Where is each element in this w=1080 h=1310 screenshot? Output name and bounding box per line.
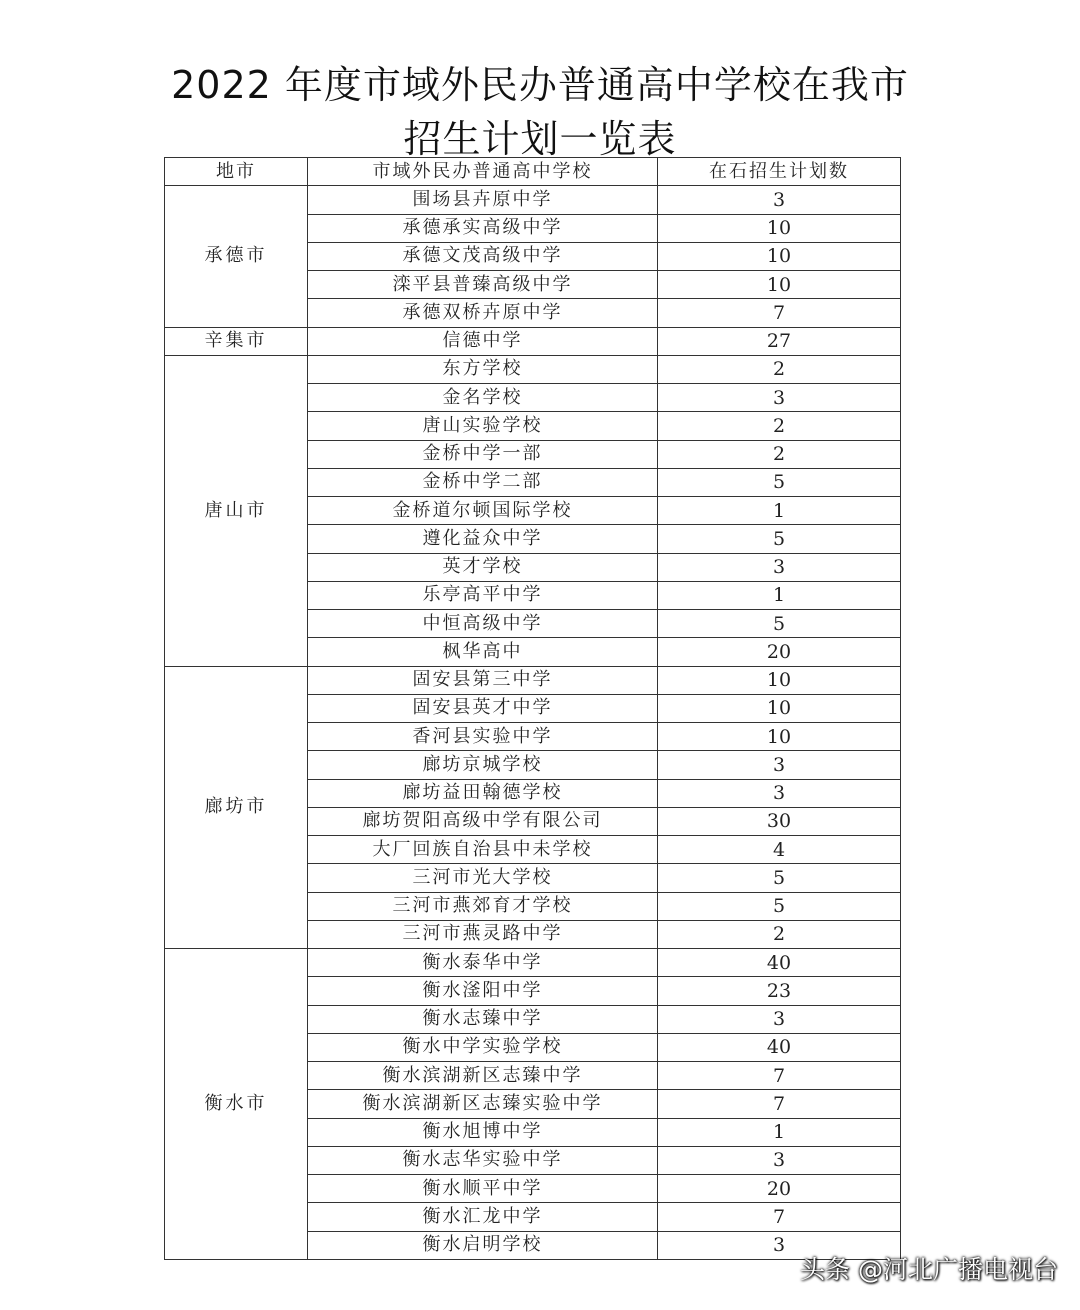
school-name-cell: 三河市燕灵路中学 — [308, 920, 658, 948]
school-name-cell: 三河市光大学校 — [308, 864, 658, 892]
school-name-cell: 信德中学 — [308, 327, 658, 355]
school-name-cell: 围场县卉原中学 — [308, 186, 658, 214]
school-name-cell: 唐山实验学校 — [308, 412, 658, 440]
table-row — [165, 355, 901, 383]
school-name-cell: 遵化益众中学 — [308, 525, 658, 553]
school-name-cell: 廊坊益田翰德学校 — [308, 779, 658, 807]
school-name-cell: 廊坊京城学校 — [308, 751, 658, 779]
source-watermark: 头条 @河北广播电视台 — [800, 1255, 1058, 1284]
enrollment-plan-table — [164, 157, 901, 1260]
header-school: 市域外民办普通高中学校 — [308, 158, 658, 186]
plan-count-cell: 3 — [658, 186, 901, 214]
plan-count-cell: 40 — [658, 1033, 901, 1061]
plan-count-cell: 3 — [658, 779, 901, 807]
plan-count-cell: 3 — [658, 1005, 901, 1033]
school-name-cell: 承德文茂高级中学 — [308, 242, 658, 270]
table-header-row — [165, 158, 901, 186]
school-name-cell: 衡水泰华中学 — [308, 949, 658, 977]
plan-count-cell: 30 — [658, 807, 901, 835]
school-name-cell: 大厂回族自治县中未学校 — [308, 836, 658, 864]
school-name-cell: 衡水滨湖新区志臻实验中学 — [308, 1090, 658, 1118]
school-name-cell: 滦平县普臻高级中学 — [308, 271, 658, 299]
plan-count-cell: 2 — [658, 355, 901, 383]
school-name-cell: 衡水启明学校 — [308, 1231, 658, 1259]
city-cell: 衡水市 — [165, 949, 308, 1260]
school-name-cell: 金名学校 — [308, 384, 658, 412]
header-count: 在石招生计划数 — [658, 158, 901, 186]
plan-count-cell: 27 — [658, 327, 901, 355]
plan-count-cell: 2 — [658, 920, 901, 948]
school-name-cell: 乐亭高平中学 — [308, 581, 658, 609]
school-name-cell: 承德双桥卉原中学 — [308, 299, 658, 327]
school-name-cell: 东方学校 — [308, 355, 658, 383]
school-name-cell: 衡水顺平中学 — [308, 1175, 658, 1203]
plan-count-cell: 5 — [658, 864, 901, 892]
header-city: 地市 — [165, 158, 308, 186]
table-row — [165, 327, 901, 355]
document-title-line-2: 招生计划一览表 — [403, 117, 677, 161]
school-name-cell: 香河县实验中学 — [308, 723, 658, 751]
school-name-cell: 衡水旭博中学 — [308, 1118, 658, 1146]
table-row — [165, 949, 901, 977]
plan-count-cell: 4 — [658, 836, 901, 864]
city-cell: 承德市 — [165, 186, 308, 327]
plan-count-cell: 3 — [658, 553, 901, 581]
plan-count-cell: 10 — [658, 242, 901, 270]
plan-count-cell: 5 — [658, 610, 901, 638]
city-cell: 唐山市 — [165, 355, 308, 666]
school-name-cell: 承德承实高级中学 — [308, 214, 658, 242]
plan-count-cell: 10 — [658, 723, 901, 751]
city-cell: 廊坊市 — [165, 666, 308, 949]
plan-count-cell: 1 — [658, 1118, 901, 1146]
table-row — [165, 666, 901, 694]
document-title-line-1: 2022 年度市域外民办普通高中学校在我市 — [171, 63, 909, 107]
table-body — [165, 186, 901, 1260]
plan-count-cell: 5 — [658, 468, 901, 496]
school-name-cell: 衡水滨湖新区志臻中学 — [308, 1062, 658, 1090]
school-name-cell: 固安县英才中学 — [308, 694, 658, 722]
school-name-cell: 衡水滏阳中学 — [308, 977, 658, 1005]
plan-count-cell: 3 — [658, 1146, 901, 1174]
plan-count-cell: 3 — [658, 751, 901, 779]
school-name-cell: 中恒高级中学 — [308, 610, 658, 638]
school-name-cell: 衡水志华实验中学 — [308, 1146, 658, 1174]
school-name-cell: 英才学校 — [308, 553, 658, 581]
city-cell: 辛集市 — [165, 327, 308, 355]
plan-count-cell: 2 — [658, 412, 901, 440]
school-name-cell: 金桥道尔顿国际学校 — [308, 497, 658, 525]
school-name-cell: 金桥中学一部 — [308, 440, 658, 468]
plan-count-cell: 5 — [658, 892, 901, 920]
plan-count-cell: 10 — [658, 271, 901, 299]
plan-count-cell: 40 — [658, 949, 901, 977]
plan-count-cell: 1 — [658, 497, 901, 525]
plan-count-cell: 3 — [658, 1231, 901, 1259]
school-name-cell: 枫华高中 — [308, 638, 658, 666]
school-name-cell: 三河市燕郊育才学校 — [308, 892, 658, 920]
plan-count-cell: 5 — [658, 525, 901, 553]
plan-count-cell: 7 — [658, 1062, 901, 1090]
plan-count-cell: 23 — [658, 977, 901, 1005]
plan-count-cell: 10 — [658, 666, 901, 694]
plan-count-cell: 7 — [658, 1090, 901, 1118]
plan-count-cell: 20 — [658, 1175, 901, 1203]
plan-count-cell: 10 — [658, 214, 901, 242]
plan-count-cell: 1 — [658, 581, 901, 609]
plan-count-cell: 2 — [658, 440, 901, 468]
plan-count-cell: 7 — [658, 1203, 901, 1231]
plan-count-cell: 10 — [658, 694, 901, 722]
school-name-cell: 衡水汇龙中学 — [308, 1203, 658, 1231]
plan-count-cell: 20 — [658, 638, 901, 666]
school-name-cell: 固安县第三中学 — [308, 666, 658, 694]
school-name-cell: 衡水志臻中学 — [308, 1005, 658, 1033]
plan-count-cell: 7 — [658, 299, 901, 327]
school-name-cell: 金桥中学二部 — [308, 468, 658, 496]
plan-count-cell: 3 — [658, 384, 901, 412]
school-name-cell: 廊坊贺阳高级中学有限公司 — [308, 807, 658, 835]
school-name-cell: 衡水中学实验学校 — [308, 1033, 658, 1061]
table-row — [165, 186, 901, 214]
